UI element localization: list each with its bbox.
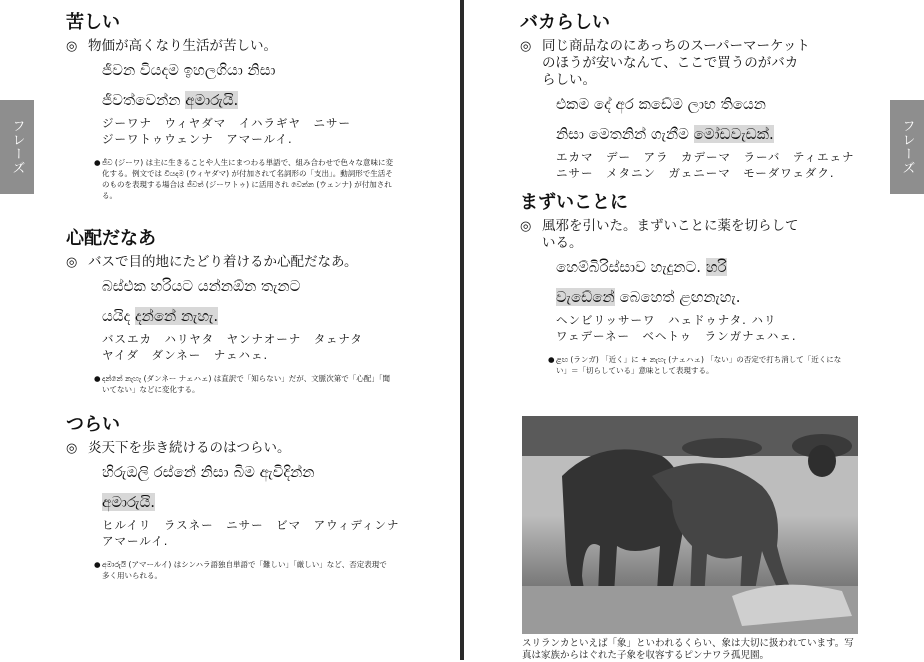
phrase-entry <box>66 8 456 201</box>
side-tab-label: フレーズ <box>899 119 915 175</box>
double-circle-icon: ◎ <box>66 39 78 54</box>
phrase-entry <box>66 224 456 395</box>
japanese-sentence: ◎ 同じ商品なのにあっちのスーパーマーケット のほうが安いなんて、ここで買うのがバカ らしい。 <box>520 38 810 88</box>
usage-note: ● අමාරුයි (アマールイ) はシンハラ語独自単語で「難しい」「厳しい」など、否定表現で多く用いられる。 <box>94 560 387 580</box>
sinhala-line: බස්එක හරියට යන්නඕන තැනට <box>102 277 301 295</box>
bullet-icon: ● <box>548 355 555 364</box>
katakana-reading: アマールイ. <box>102 534 169 548</box>
katakana-reading: ニサー メタニン ガェニーマ モーダワェダク. <box>556 166 835 180</box>
usage-note: ● ජීව (ジーワ) は主に生きることや人生にまつわる単語で、組み合わせで色々な意味に変化する。例文では වියදම (ウィヤダマ) が付加されて名詞形の「支出」。動詞形で生活そのものを表現する場合は ජීවත් (ジーワトゥ) に活用され වෙන්න (ウェンナ) が付加される。 <box>94 158 393 200</box>
elephant-illustration <box>522 416 858 634</box>
highlighted-phrase: අමාරුයි. <box>102 493 156 511</box>
phrase-heading: バカらしい <box>520 12 610 33</box>
katakana-reading: ヤイダ ダンネー ナェハェ. <box>102 348 269 362</box>
katakana-reading: バスエカ ハリヤタ ヤンナオーナ タェナタ <box>102 332 363 346</box>
usage-note: ● ළඟ (ランガ) 「近く」に + නැහැ (ナェハェ) 「ない」の否定で打ち消して「近くにない」＝「切らしている」意味として表現する。 <box>548 355 842 375</box>
highlighted-phrase: වැඩේනේ <box>556 288 615 306</box>
side-tab-left <box>0 100 34 194</box>
double-circle-icon: ◎ <box>66 255 78 270</box>
highlighted-phrase: දන්නේ නැහැ. <box>135 307 219 325</box>
phrase-heading: まずいことに <box>520 192 628 213</box>
katakana-reading: ヘンビリッサーワ ハェドゥナタ. ハリ <box>556 313 777 327</box>
sinhala-line: ජීවත්වෙන්න අමාරුයි. <box>102 91 239 109</box>
bullet-icon: ● <box>94 560 101 569</box>
japanese-sentence: ◎ 物価が高くなり生活が苦しい。 <box>66 38 277 54</box>
double-circle-icon: ◎ <box>520 219 532 234</box>
sinhala-line: ජීවන වියදම ඉහලගියා නිසා <box>102 61 276 79</box>
phrase-heading: 苦しい <box>66 12 120 33</box>
sinhala-line: එකම දේ අර කඩේම ලාභ තියෙන <box>556 95 766 113</box>
sinhala-line: නිසා මෙතනින් ගැනීම මෝඩවැඩක්. <box>556 125 774 143</box>
phrase-heading: つらい <box>66 414 120 435</box>
sinhala-line: හෙම්බිරිස්සාව හැදුනට. හරි <box>556 258 727 276</box>
phrase-entry <box>520 8 880 181</box>
highlighted-phrase: අමාරුයි. <box>185 91 239 109</box>
highlighted-phrase: හරි <box>705 258 727 276</box>
double-circle-icon: ◎ <box>520 39 532 54</box>
sinhala-line <box>102 487 456 517</box>
japanese-sentence: ◎ バスで目的地にたどり着けるか心配だなあ。 <box>66 254 358 270</box>
katakana-reading: ジーワナ ウィヤダマ イハラギヤ ニサー <box>102 116 351 130</box>
bullet-icon: ● <box>94 374 101 383</box>
sinhala-line: යයිද දන්නේ නැහැ. <box>102 307 219 325</box>
side-tab-right <box>890 100 924 194</box>
phrase-entry <box>66 410 456 581</box>
photo-caption: スリランカといえば「象」といわれるくらい、象は大切に扱われています。写真は家族からはぐれた子象を収容するピンナワラ孤児園。 <box>522 638 854 661</box>
bullet-icon: ● <box>94 158 101 167</box>
phrase-entry <box>520 188 880 376</box>
sinhala-line: හිරුඔලි රස්නේ නිසා බිම ඇවිදින්න <box>102 463 315 481</box>
katakana-reading: ジーワトゥウェンナ アマールイ. <box>102 132 293 146</box>
double-circle-icon: ◎ <box>66 441 78 456</box>
japanese-sentence: ◎ 炎天下を歩き続けるのはつらい。 <box>66 440 291 456</box>
sinhala-line: වැඩේනේ බෙහෙත් ළඟනැහැ. <box>556 288 741 306</box>
elephant-photo <box>522 416 858 634</box>
side-tab-label: フレーズ <box>9 119 25 175</box>
japanese-sentence: ◎ 風邪を引いた。まずいことに薬を切らして いる。 <box>520 218 799 251</box>
usage-note: ● දන්නේ නැහැ (ダンネー ナェハェ) は直訳で「知らない」だが、文脈次第で「心配」「聞いてない」などに変化する。 <box>94 374 391 394</box>
katakana-reading: ワェデーネー ベヘトゥ ランガナェハェ. <box>556 329 797 343</box>
phrase-heading: 心配だなあ <box>66 228 156 249</box>
katakana-reading: ヒルイリ ラスネー ニサー ビマ アウィディンナ <box>102 518 400 532</box>
highlighted-phrase: මෝඩවැඩක්. <box>693 125 774 143</box>
katakana-reading: エカマ デー アラ カデーマ ラーバ ティエェナ <box>556 150 855 164</box>
